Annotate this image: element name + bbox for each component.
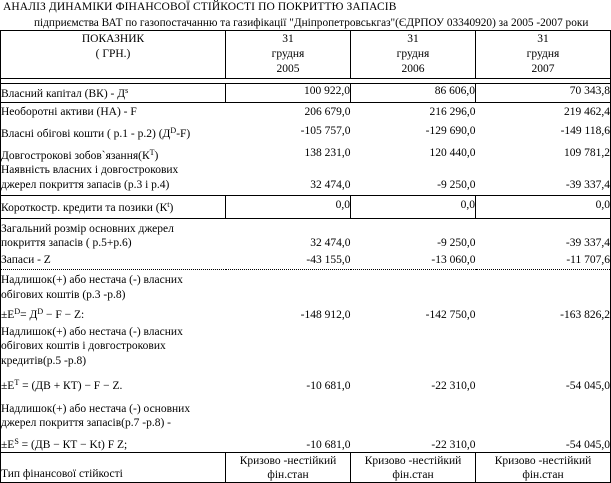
value-2007: -54 045,0 [476,394,611,453]
header-year: 2005 [276,63,300,75]
row-label: Надлишок(+) або нестача (-) власних обігових коштів і довгострокових кредитів(р.5 -р.8) $\pm E^T = (ДВ + КТ) - F - Z$. [1,323,226,394]
header-year-2005 [226,31,351,79]
value-2005: -10 681,0 [306,438,351,451]
value-2005: Кризово -нестійкий фін.стан [226,453,351,483]
value-2006: 216 296,0 [429,105,476,118]
row-label: Надлишок(+) або нестача (-) власних обігових коштів (р.3 -р.8) $\pm E^D= Д^D - F - Z$: [1,270,226,323]
value-2006: 0,0 [351,196,476,219]
header-year: 2007 [531,63,555,75]
value-2007: 219 462,4 [476,102,611,119]
value-2005: 138 231,0 [304,146,351,159]
value-2005: 32 474,0 [310,178,351,191]
table-row-noncurrent-assets [1,102,611,119]
value-2006: -129 690,0 [425,125,476,137]
header-year-2006 [351,31,476,79]
value-2006: -9 250,0 [437,237,476,249]
table-row-surplus-own-long [1,323,611,394]
value-2005: -10 681,0 [306,380,351,392]
value-2005: -43 155,0 [306,253,351,266]
value-2006: -142 750,0 [351,270,476,323]
value-2007: 0,0 [476,196,611,219]
table-row-short-term-credits [1,196,611,219]
value-2006: -9 250,0 [437,178,476,191]
header-month: грудня [526,48,560,60]
header-month: грудня [271,48,305,60]
row-label: Необоротні активи (НА) - F [1,102,226,119]
value-2007: -149 118,6 [476,119,611,142]
row-label: Наявність власних і довгострокових джерел покриття запасів (р.3 і р.4) [1,163,226,196]
table-row-total-sources [1,218,611,251]
header-year-2007 [476,31,611,79]
page-subtitle: підприємства ВАТ по газопостачанню та газифікації "Дніпропетровськгаз"(ЄДРПОУ 03340920) за 2005 -2007 роки [34,17,589,29]
value-2006: 86 606,0 [351,84,476,103]
table-row-own-working-capital [1,119,611,142]
value-2005: 100 922,0 [226,84,351,103]
row-label: Загальний розмір основних джерел покриття запасів ( р.5+р.6) [1,218,226,251]
header-indicator [1,31,226,79]
value-2007: Кризово -нестійкий фін.стан [476,453,611,483]
value-2005: -148 912,0 [226,270,351,323]
header-day: 31 [537,33,549,45]
value-2006: Кризово -нестійкий фін.стан [351,453,476,483]
table-header-row [1,31,611,79]
value-2007: -163 826,2 [476,270,611,323]
header-month: грудня [396,48,430,60]
header-day: 31 [407,33,419,45]
value-2007: -39 337,4 [476,218,611,251]
table-row-stability-type [1,453,611,483]
row-label: Тип фінансової стійкості [1,453,226,483]
value-2005: 0,0 [226,196,351,219]
value-2005: 206 679,0 [304,105,351,118]
table-row-long-term-liabilities [1,142,611,164]
value-2006: 120 440,0 [429,146,476,159]
table-row-own-capital [1,84,611,103]
value-2007: 70 343,8 [476,84,611,103]
table-row-surplus-main [1,394,611,453]
table-row-surplus-own [1,270,611,323]
value-2006: -13 060,0 [431,253,476,266]
row-label: Запаси - Z [1,251,226,270]
row-label: Надлишок(+) або нестача (-) основних джерел покриття запасів(р.7 -р.8) - $\pm E^S = (ДВ$ − КТ − Kt) F Z; [1,394,226,453]
table-row-own-and-long-term [1,163,611,196]
header-year: 2006 [401,63,425,75]
page-title: АНАЛІЗ ДИНАМІКИ ФІНАНСОВОЇ СТІЙКОСТІ ПО ПОКРИТТЮ ЗАПАСІВ [3,1,397,13]
value-2006: -22 310,0 [431,438,476,451]
header-indicator-line2: ( ГРН.) [95,48,131,60]
value-2007: -11 707,6 [476,251,611,270]
row-label: Довгострокові $зобов`язання(К^T)$ [1,142,226,164]
value-2007: -39 337,4 [476,163,611,196]
stability-table [0,30,611,483]
value-2007: -54 045,0 [476,323,611,394]
value-2007: 109 781,2 [476,142,611,164]
value-2005: 32 474,0 [310,237,351,249]
row-label: Власний капітал $(ВК) - Д^s$ [1,84,226,103]
table-row-inventories [1,251,611,270]
header-day: 31 [282,33,294,45]
value-2006: -22 310,0 [431,380,476,392]
row-label: Власні обігові кошти ( р.1 - р.2) $(Д^D-F)$ [1,119,226,142]
header-indicator-line1: ПОКАЗНИК [81,33,145,45]
value-2005: -105 757,0 [300,125,351,137]
row-label: Короткостр. кредити та позики $(К^t)$ [1,196,226,219]
